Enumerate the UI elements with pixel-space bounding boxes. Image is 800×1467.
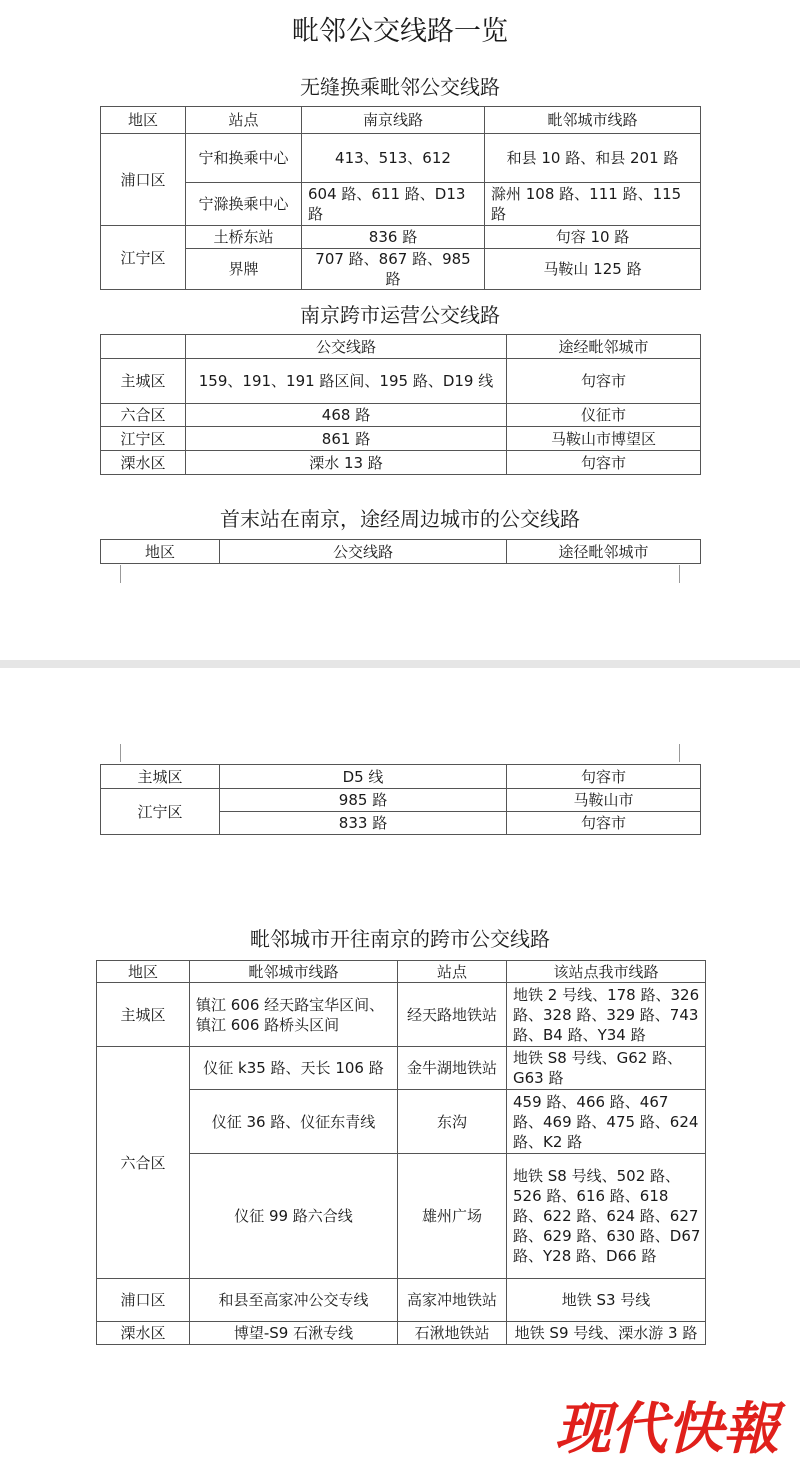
city-cell: 马鞍山市博望区 xyxy=(507,427,701,451)
district-cell: 江宁区 xyxy=(101,226,186,290)
column-header: 地区 xyxy=(97,961,190,983)
column-header xyxy=(101,335,186,359)
local-lines-cell: 地铁 2 号线、178 路、326 路、328 路、329 路、743 路、B4 路、Y34 路 xyxy=(507,983,706,1047)
city-cell: 句容市 xyxy=(507,359,701,404)
column-header: 公交线路 xyxy=(186,335,507,359)
page-title: 毗邻公交线路一览 xyxy=(292,16,508,47)
neighbor-lines-cell: 和县至高家冲公交专线 xyxy=(190,1279,398,1322)
neighbor-lines-cell: 仪征 99 路六合线 xyxy=(190,1154,398,1279)
table-row xyxy=(97,983,706,1047)
city-cell: 仪征市 xyxy=(507,404,701,427)
section3-table xyxy=(100,764,701,835)
neighbor-lines-cell: 镇江 606 经天路宝华区间、镇江 606 路桥头区间 xyxy=(190,983,398,1047)
neighbor-lines-cell: 和县 10 路、和县 201 路 xyxy=(485,134,701,183)
column-header: 途径毗邻城市 xyxy=(507,540,701,564)
section4-table xyxy=(96,960,706,1345)
table-row xyxy=(101,789,701,812)
district-cell: 主城区 xyxy=(97,983,190,1047)
station-cell: 界牌 xyxy=(186,249,302,290)
page-corner-mark xyxy=(679,744,690,762)
table-header-row xyxy=(101,335,701,359)
table-row xyxy=(101,134,701,183)
nanjing-lines-cell: 707 路、867 路、985 路 xyxy=(302,249,485,290)
station-cell: 高家冲地铁站 xyxy=(398,1279,507,1322)
district-cell: 主城区 xyxy=(101,765,220,789)
section2-table xyxy=(100,334,701,475)
district-cell: 江宁区 xyxy=(101,789,220,835)
nanjing-lines-cell: 413、513、612 xyxy=(302,134,485,183)
district-cell: 主城区 xyxy=(101,359,186,404)
table-row xyxy=(101,404,701,427)
section3-title: 首末站在南京，途经周边城市的公交线路 xyxy=(220,507,580,531)
local-lines-cell: 459 路、466 路、467 路、469 路、475 路、624 路、K2 路 xyxy=(507,1090,706,1154)
bus-lines-cell: 溧水 13 路 xyxy=(186,451,507,475)
neighbor-lines-cell: 仪征 k35 路、天长 106 路 xyxy=(190,1047,398,1090)
column-header: 毗邻城市线路 xyxy=(190,961,398,983)
table-row xyxy=(101,226,701,249)
page-corner-mark xyxy=(679,565,690,583)
station-cell: 土桥东站 xyxy=(186,226,302,249)
district-cell: 六合区 xyxy=(101,404,186,427)
district-cell: 浦口区 xyxy=(97,1279,190,1322)
station-cell: 东沟 xyxy=(398,1090,507,1154)
bus-lines-cell: 861 路 xyxy=(186,427,507,451)
bus-lines-cell: 468 路 xyxy=(186,404,507,427)
bus-lines-cell: 985 路 xyxy=(220,789,507,812)
table-row xyxy=(97,1322,706,1345)
nanjing-lines-cell: 604 路、611 路、D13 路 xyxy=(302,183,485,226)
station-cell: 宁和换乘中心 xyxy=(186,134,302,183)
bus-lines-cell: 159、191、191 路区间、195 路、D19 线 xyxy=(186,359,507,404)
section1-table xyxy=(100,106,701,290)
logo-text: 现代快報 xyxy=(555,1396,779,1462)
station-cell: 金牛湖地铁站 xyxy=(398,1047,507,1090)
table-row xyxy=(101,249,701,290)
section3-header-table xyxy=(100,539,701,564)
station-cell: 宁滁换乘中心 xyxy=(186,183,302,226)
neighbor-lines-cell: 滁州 108 路、111 路、115 路 xyxy=(485,183,701,226)
xiandai-kuaibao-logo xyxy=(542,1392,792,1462)
local-lines-cell: 地铁 S8 号线、502 路、526 路、616 路、618 路、622 路、624 路、627 路、629 路、630 路、D67 路、Y28 路、D66 路 xyxy=(507,1154,706,1279)
column-header: 公交线路 xyxy=(220,540,507,564)
local-lines-cell: 地铁 S8 号线、G62 路、G63 路 xyxy=(507,1047,706,1090)
table-row xyxy=(101,451,701,475)
column-header: 毗邻城市线路 xyxy=(485,107,701,134)
bus-lines-cell: D5 线 xyxy=(220,765,507,789)
table-row xyxy=(97,1279,706,1322)
column-header: 该站点我市线路 xyxy=(507,961,706,983)
table-header-row xyxy=(101,540,701,564)
section2-title: 南京跨市运营公交线路 xyxy=(300,303,500,327)
table-header-row xyxy=(97,961,706,983)
district-cell: 江宁区 xyxy=(101,427,186,451)
district-cell: 六合区 xyxy=(97,1047,190,1279)
column-header: 地区 xyxy=(101,540,220,564)
district-cell: 浦口区 xyxy=(101,134,186,226)
page-break xyxy=(0,660,800,668)
local-lines-cell: 地铁 S3 号线 xyxy=(507,1279,706,1322)
city-cell: 句容市 xyxy=(507,812,701,835)
neighbor-lines-cell: 马鞍山 125 路 xyxy=(485,249,701,290)
table-row xyxy=(101,765,701,789)
city-cell: 句容市 xyxy=(507,765,701,789)
page-corner-mark xyxy=(110,565,121,583)
column-header: 地区 xyxy=(101,107,186,134)
table-row xyxy=(101,183,701,226)
table-row xyxy=(97,1047,706,1090)
page-corner-mark xyxy=(110,744,121,762)
station-cell: 石湫地铁站 xyxy=(398,1322,507,1345)
district-cell: 溧水区 xyxy=(101,451,186,475)
local-lines-cell: 地铁 S9 号线、溧水游 3 路 xyxy=(507,1322,706,1345)
station-cell: 雄州广场 xyxy=(398,1154,507,1279)
nanjing-lines-cell: 836 路 xyxy=(302,226,485,249)
bus-lines-cell: 833 路 xyxy=(220,812,507,835)
column-header: 南京线路 xyxy=(302,107,485,134)
column-header: 站点 xyxy=(398,961,507,983)
neighbor-lines-cell: 仪征 36 路、仪征东青线 xyxy=(190,1090,398,1154)
station-cell: 经天路地铁站 xyxy=(398,983,507,1047)
district-cell: 溧水区 xyxy=(97,1322,190,1345)
section1-title: 无缝换乘毗邻公交线路 xyxy=(300,75,500,99)
column-header: 站点 xyxy=(186,107,302,134)
column-header: 途经毗邻城市 xyxy=(507,335,701,359)
table-row xyxy=(101,359,701,404)
city-cell: 马鞍山市 xyxy=(507,789,701,812)
city-cell: 句容市 xyxy=(507,451,701,475)
table-row xyxy=(101,427,701,451)
table-header-row xyxy=(101,107,701,134)
neighbor-lines-cell: 句容 10 路 xyxy=(485,226,701,249)
neighbor-lines-cell: 博望-S9 石湫专线 xyxy=(190,1322,398,1345)
section4-title: 毗邻城市开往南京的跨市公交线路 xyxy=(250,927,550,951)
